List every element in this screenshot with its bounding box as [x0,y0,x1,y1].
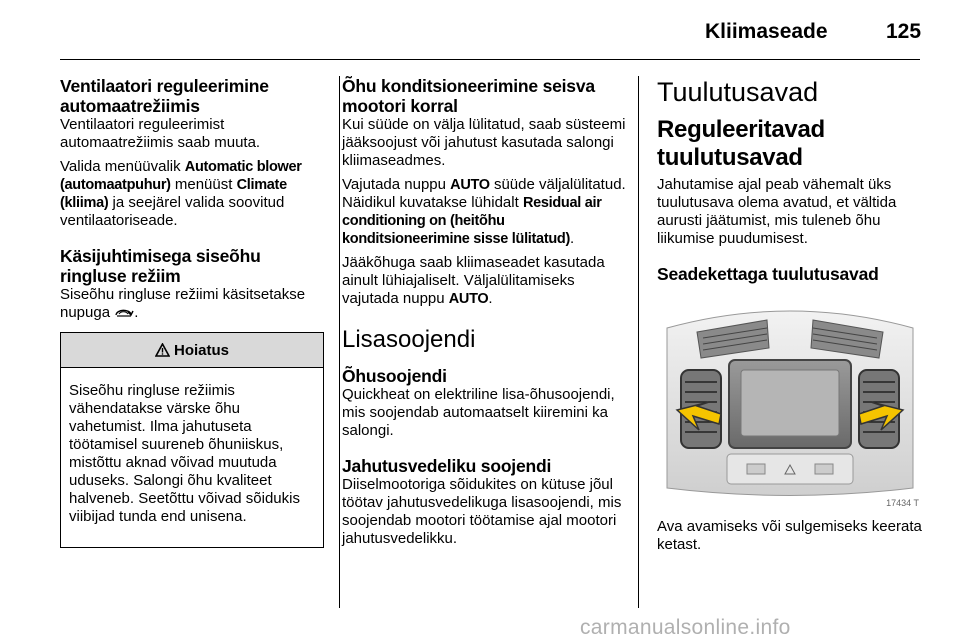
heading-fan-auto: Ventilaatori reguleerimine automaatrežiimis [60,76,269,116]
paragraph: Ava avamiseks või sulgemiseks keerata ketast. [657,518,922,553]
paragraph: Jääkõhuga saab kliimaseadet kasutada ainult lühiajaliselt. Väljalülitamiseks vajutada nuppu AUTO. [342,254,605,307]
heading-vents: Tuulutusavad [657,77,819,107]
column-2 [342,76,626,548]
recirculation-icon [114,306,134,318]
heading-coolant-heater: Jahutusvedeliku soojendi [342,456,552,476]
warning-title: Hoiatus [173,341,229,359]
paragraph: Diiselmootoriga sõidukites on kütuse jõul töötav jahutusvedelikuga lisasoojendi, mis soojendab mootori töötamise ajal mootori jahutusvedelikku. [342,476,622,547]
paragraph: Quickheat on elektriline lisa-õhusoojendi, mis soojendab automaatselt kiiremini ka salongi. [342,386,615,439]
paragraph: Vajutada nuppu AUTO süüde väljalülitatud. Näidikul kuvatakse lühidalt Residual air conditioning on (heitõhu konditsioneerimine sisse lülitatud). [342,176,626,247]
paragraph: Jahutamise ajal peab vähemalt üks tuulutusava olema avatud, et vältida aurusti jäätumist, mis tuleneb õhu liikumise puudumisest. [657,176,897,247]
heading-recirculation: Käsijuhtimisega siseõhu ringluse režiim [60,246,261,286]
column-divider [638,76,639,608]
header-rule [60,59,920,60]
heading-dial-vents: Seadekettaga tuulutusavad [657,264,879,284]
column-1 [60,76,326,548]
warning-box [60,332,324,548]
column-3 [657,76,925,554]
paragraph: Valida menüüvalik Automatic blower (automaatpuhur) menüüst Climate (kliima) ja seejärel valida soovitud ventilaatoriseade. [60,158,302,229]
heading-air-heater: Õhusoojendi [342,366,447,386]
warning-header [61,333,323,368]
warning-text: Siseõhu ringluse režiimis vähendatakse värske õhu vahetumist. Ilma jahutuseta töötamisel suureneb õhuniiskus, mistõttu aknad võivad muutuda uduseks. Salongi õhu kvaliteet halveneb. Seetõttu võivad sõidukis viibijad tunda end unisena. [69,382,300,525]
dashboard-vents-photo [657,298,923,510]
page-title: Kliimaseade [705,20,828,43]
heading-residual-ac: Õhu konditsioneerimine seisva mootori korral [342,76,595,116]
column-divider [339,76,340,608]
heading-aux-heater: Lisasoojendi [342,326,476,353]
heading-adjustable-vents: Reguleeritavad tuulutusavad [657,116,825,171]
vents-illustration [657,298,923,510]
paragraph: Siseõhu ringluse režiimi käsitsetakse nupuga . [60,286,306,321]
paragraph: Kui süüde on välja lülitatud, saab süsteemi jääksoojust või jahutust kasutada salongi kliimaseadmes. [342,116,626,169]
paragraph: Ventilaatori reguleerimist automaatrežiimis saab muuta. [60,116,261,151]
figure-code: 17434 T [886,498,919,508]
warning-triangle-icon [155,343,170,357]
page-number: 125 [886,20,922,43]
page-header [0,0,960,60]
watermark: carmanualsonline.info [580,616,791,639]
